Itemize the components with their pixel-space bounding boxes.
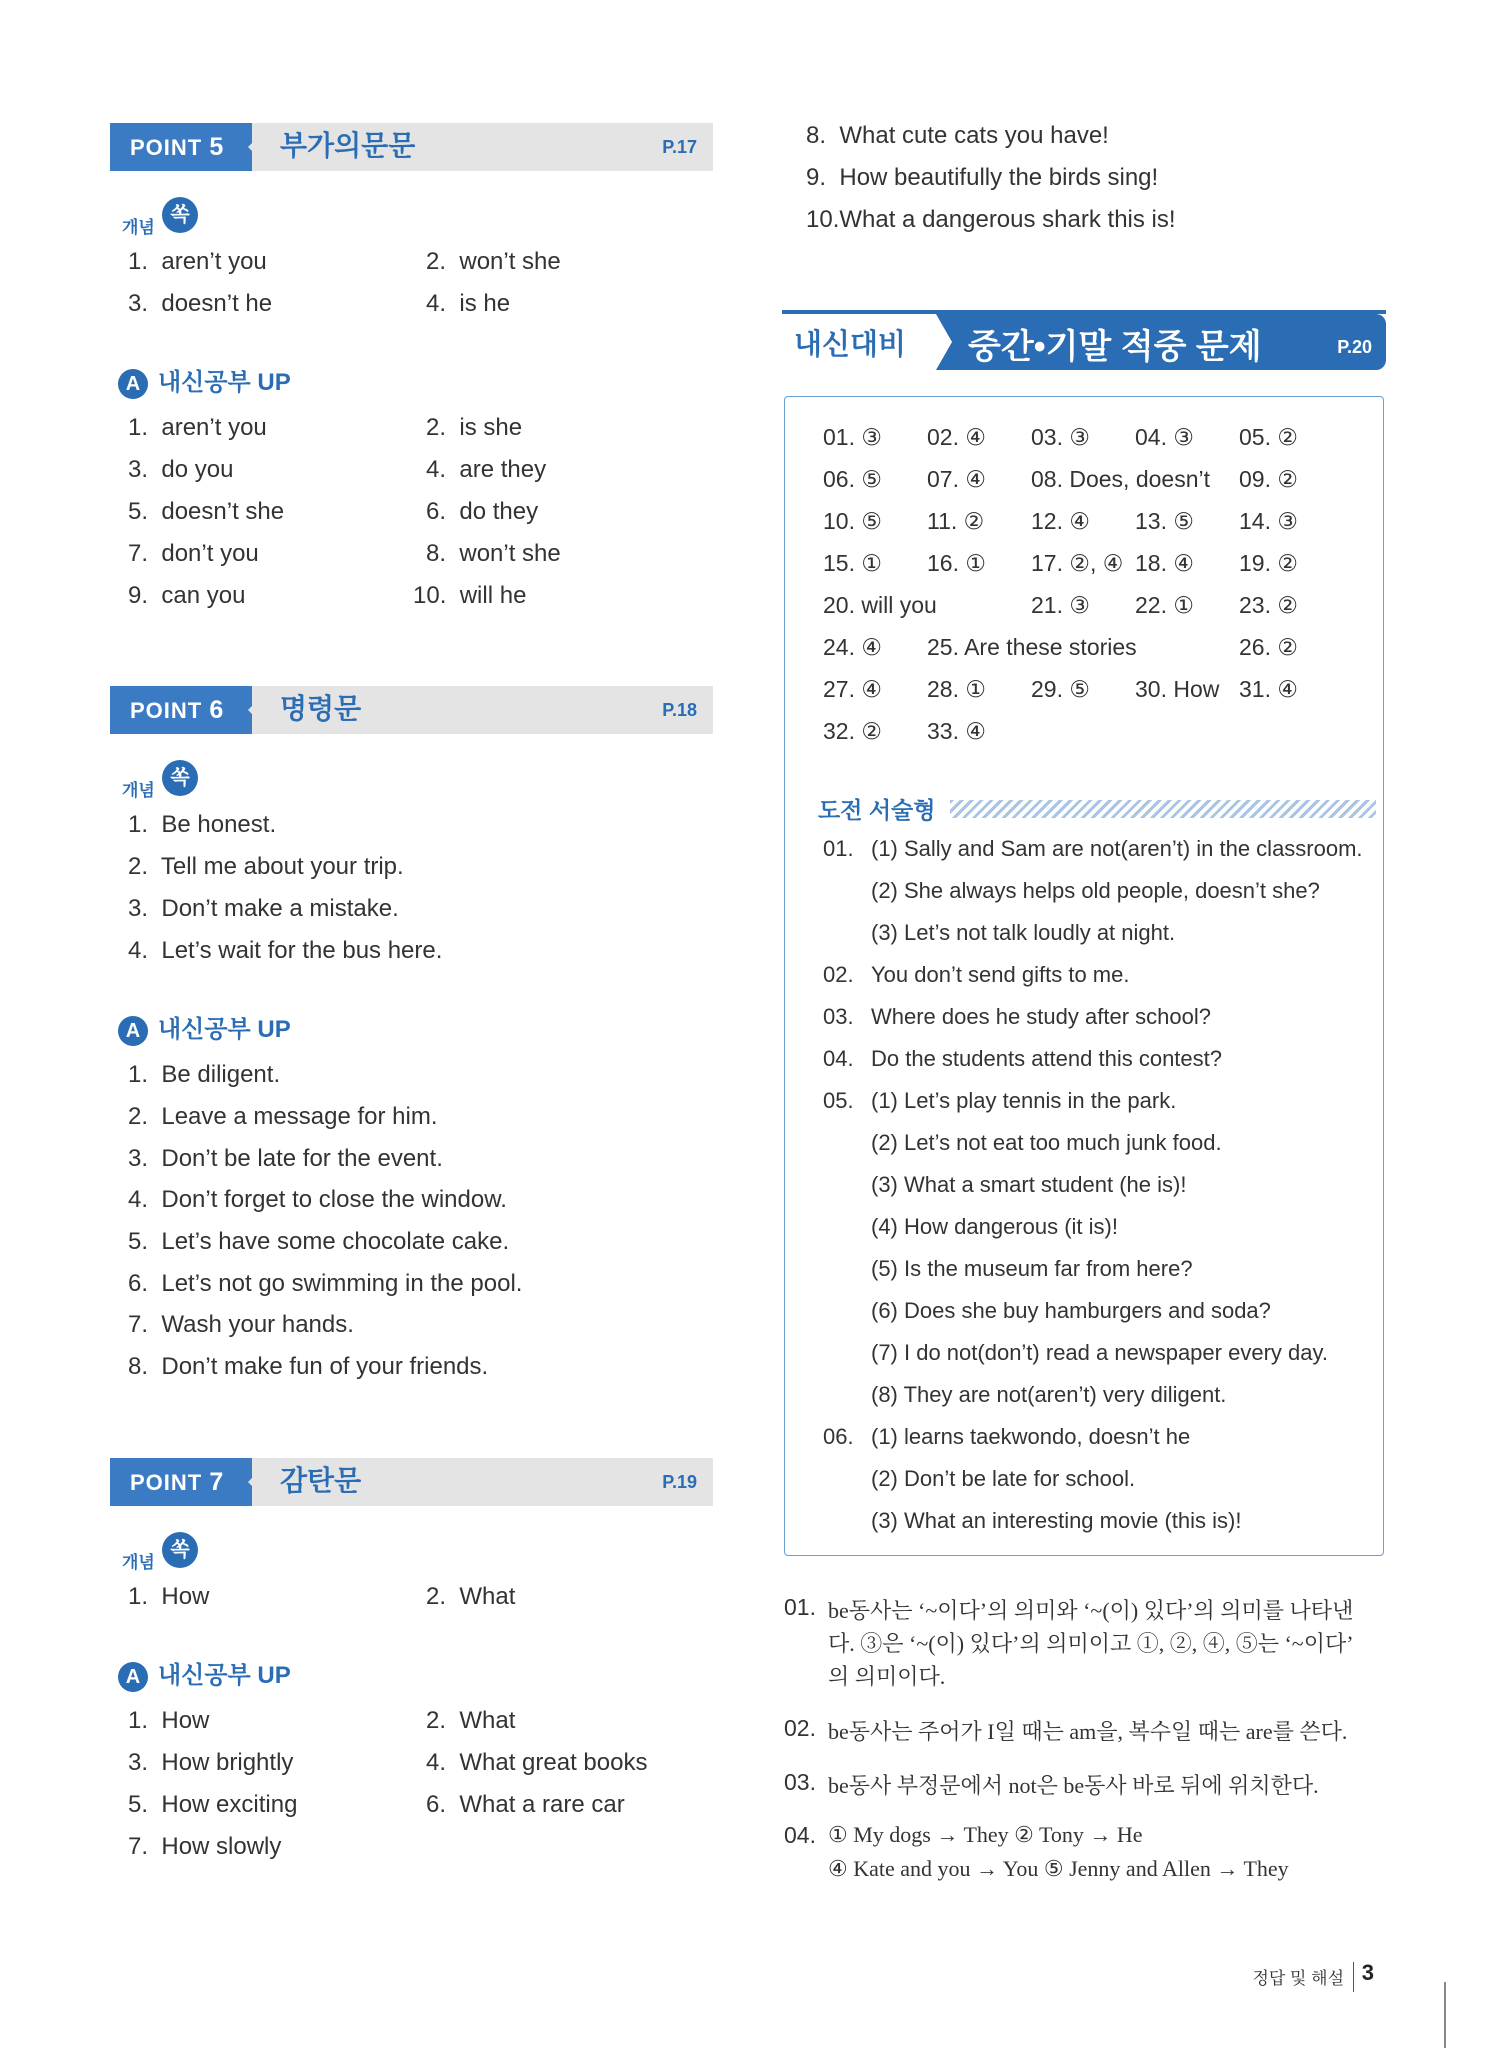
answer-cell: 31. ④ [1239, 676, 1298, 702]
answer-cell: 17. ②, ④ [1031, 550, 1124, 576]
point-5-page: P.17 [662, 137, 697, 157]
list-item: (2) Let’s not eat too much junk food. [871, 1130, 1222, 1155]
answer-cell: 30. How [1135, 676, 1220, 702]
answer-cell: 14. ③ [1239, 508, 1298, 534]
answer-cell: 24. ④ [823, 634, 882, 660]
list-item: 7. don’t you [128, 540, 259, 567]
list-item: 1. aren’t you [128, 248, 267, 275]
list-item: 5. doesn’t she [128, 498, 285, 525]
explanation-number: 03. [784, 1769, 816, 1795]
answer-cell: 04. ③ [1135, 424, 1194, 450]
list-item: 1. aren’t you [128, 414, 267, 441]
answer-cell: 16. ① [927, 550, 986, 576]
answer-cell: 29. ⑤ [1031, 676, 1090, 702]
list-item: 8. won’t she [426, 540, 561, 567]
banner-title: 중간•기말 적중 문제 [968, 328, 1262, 366]
explanation-line: be동사 부정문에서 not은 be동사 바로 뒤에 위치한다. [828, 1773, 1319, 1798]
explanation-line: be동사는 ‘~이다’의 의미와 ‘~(이) 있다’의 의미를 나타낸 [828, 1598, 1354, 1623]
explanation-line: 의 의미이다. [828, 1664, 946, 1689]
footer [1240, 1960, 1380, 2000]
list-item: 2. Leave a message for him. [128, 1103, 438, 1130]
p7-up-heading: A 내신공부 UP [118, 1655, 291, 1692]
list-item: 2. is she [426, 414, 523, 441]
answer-cell: 20. will you [823, 592, 937, 618]
list-item: 6. What a rare car [426, 1791, 625, 1818]
list-item: 2. won’t she [426, 248, 561, 275]
list-item: (6) Does she buy hamburgers and soda? [871, 1298, 1271, 1323]
list-item: (8) They are not(aren’t) very diligent. [871, 1382, 1227, 1407]
point-7-title: 감탄문 [280, 1465, 362, 1496]
hatch-divider [950, 800, 1376, 818]
list-item: (4) How dangerous (it is)! [871, 1214, 1118, 1239]
list-item: 10.What a dangerous shark this is! [806, 206, 1176, 233]
list-item: 4. What great books [426, 1749, 648, 1776]
footer-label: 정답 및 해설 [1252, 1969, 1344, 1988]
explanation-line: 다. ③은 ‘~(이) 있다’의 의미이고 ①, ②, ④, ⑤는 ‘~이다’ [828, 1631, 1354, 1656]
list-item: 9. can you [128, 582, 246, 609]
answer-cell: 15. ① [823, 550, 882, 576]
list-item: 01. [823, 836, 854, 861]
list-item: (3) What an interesting movie (this is)! [871, 1508, 1242, 1533]
list-item: 1. Be honest. [128, 811, 277, 838]
gaebyeol-badge-icon: 개념 쏙 [122, 756, 202, 806]
explanation-number: 01. [784, 1594, 816, 1620]
list-item: 3. Don’t be late for the event. [128, 1145, 443, 1172]
list-item: 3. How brightly [128, 1749, 294, 1776]
answer-cell: 07. ④ [927, 466, 986, 492]
list-item: 4. are they [426, 456, 547, 483]
point-7-page: P.19 [662, 1472, 697, 1492]
page-edge-line [1444, 1982, 1446, 2048]
explanation-line: be동사는 주어가 I일 때는 am을, 복수일 때는 are를 쓴다. [828, 1719, 1348, 1744]
list-item: 4. Let’s wait for the bus here. [128, 937, 443, 964]
list-item: 2. What [426, 1707, 516, 1734]
a-circle-icon: A [118, 1016, 148, 1046]
list-item: (1) learns taekwondo, doesn’t he [871, 1424, 1191, 1449]
list-item: 9. How beautifully the birds sing! [806, 164, 1159, 191]
banner-label: 내신대비 [794, 329, 907, 361]
list-item: 4. Don’t forget to close the window. [128, 1186, 507, 1213]
answer-cell: 25. Are these stories [927, 634, 1137, 660]
p6-up-heading: A 내신공부 UP [118, 1009, 291, 1046]
list-item: You don’t send gifts to me. [871, 962, 1130, 987]
list-item: (2) She always helps old people, doesn’t she? [871, 878, 1320, 903]
answer-cell: 33. ④ [927, 718, 986, 744]
gaebyeol-badge-icon: 개념 쏙 [122, 1528, 202, 1578]
answer-cell: 02. ④ [927, 424, 986, 450]
footer-divider [1353, 1962, 1355, 1992]
list-item: 7. Wash your hands. [128, 1311, 354, 1338]
list-item: 2. Tell me about your trip. [128, 853, 404, 880]
challenge-heading: 도전 서술형 [818, 792, 1376, 826]
point-5-tag: POINT 5 [110, 123, 252, 171]
list-item: Do the students attend this contest? [871, 1046, 1223, 1071]
answer-cell: 22. ① [1135, 592, 1194, 618]
list-item: 10. will he [413, 582, 527, 609]
banner-page: P.20 [1337, 337, 1372, 357]
page-number: 3 [1361, 1960, 1374, 1985]
list-item: 3. do you [128, 456, 234, 483]
gaebyeol-badge-icon: 개념 쏙 [122, 193, 202, 243]
list-item: 6. Let’s not go swimming in the pool. [128, 1270, 523, 1297]
answer-cell: 06. ⑤ [823, 466, 882, 492]
list-item: 02. [823, 962, 854, 987]
point-6-title: 명령문 [280, 693, 362, 724]
list-item: 5. How exciting [128, 1791, 298, 1818]
answer-cell: 21. ③ [1031, 592, 1090, 618]
exam-banner [782, 310, 1386, 370]
point-6-page: P.18 [662, 700, 697, 720]
explanation-line: ④ Kate and you → You ⑤ Jenny and Allen → They [828, 1856, 1289, 1881]
list-item: 05. [823, 1088, 854, 1113]
list-item: 06. [823, 1424, 854, 1449]
list-item: (1) Sally and Sam are not(aren’t) in the classroom. [871, 836, 1363, 861]
point-5-title: 부가의문문 [280, 130, 416, 161]
answer-cell: 10. ⑤ [823, 508, 882, 534]
list-item: 3. Don’t make a mistake. [128, 895, 399, 922]
answer-cell: 28. ① [927, 676, 986, 702]
point-7-header [110, 1458, 713, 1506]
explanation-number: 04. [784, 1822, 816, 1848]
list-item: 1. How [128, 1707, 210, 1734]
answer-cell: 19. ② [1239, 550, 1298, 576]
list-item: (3) What a smart student (he is)! [871, 1172, 1187, 1197]
list-item: 4. is he [426, 290, 511, 317]
answer-cell: 05. ② [1239, 424, 1298, 450]
a-circle-icon: A [118, 369, 148, 399]
point-7-tag: POINT 7 [110, 1458, 252, 1506]
point-5-header [110, 123, 713, 171]
answer-cell: 01. ③ [823, 424, 882, 450]
p5-up-heading: A 내신공부 UP [118, 362, 291, 399]
list-item: 2. What [426, 1583, 516, 1610]
list-item: 5. Let’s have some chocolate cake. [128, 1228, 510, 1255]
answer-cell: 23. ② [1239, 592, 1298, 618]
list-item: Where does he study after school? [871, 1004, 1211, 1029]
list-item: 04. [823, 1046, 854, 1071]
answer-cell: 03. ③ [1031, 424, 1090, 450]
point-6-tag: POINT 6 [110, 686, 252, 734]
list-item: 6. do they [426, 498, 539, 525]
list-item: 7. How slowly [128, 1833, 282, 1860]
answer-cell: 08. Does, doesn’t [1031, 466, 1211, 492]
answer-cell: 11. ② [927, 508, 985, 534]
a-circle-icon: A [118, 1662, 148, 1692]
list-item: (7) I do not(don’t) read a newspaper every day. [871, 1340, 1328, 1365]
answer-cell: 27. ④ [823, 676, 882, 702]
answer-cell: 12. ④ [1031, 508, 1090, 534]
list-item: (1) Let’s play tennis in the park. [871, 1088, 1177, 1113]
answer-cell: 18. ④ [1135, 550, 1194, 576]
list-item: 3. doesn’t he [128, 290, 273, 317]
list-item: 03. [823, 1004, 854, 1029]
list-item: 1. How [128, 1583, 210, 1610]
answer-cell: 13. ⑤ [1135, 508, 1194, 534]
list-item: 1. Be diligent. [128, 1061, 281, 1088]
answer-cell: 32. ② [823, 718, 882, 744]
list-item: 8. What cute cats you have! [806, 122, 1109, 149]
answer-cell: 26. ② [1239, 634, 1298, 660]
explanation-line: ① My dogs → They ② Tony → He [828, 1822, 1143, 1847]
list-item: (5) Is the museum far from here? [871, 1256, 1193, 1281]
explanation-number: 02. [784, 1715, 816, 1741]
list-item: (2) Don’t be late for school. [871, 1466, 1136, 1491]
list-item: 8. Don’t make fun of your friends. [128, 1353, 489, 1380]
list-item: (3) Let’s not talk loudly at night. [871, 920, 1176, 945]
answer-cell: 09. ② [1239, 466, 1298, 492]
point-6-header [110, 686, 713, 734]
